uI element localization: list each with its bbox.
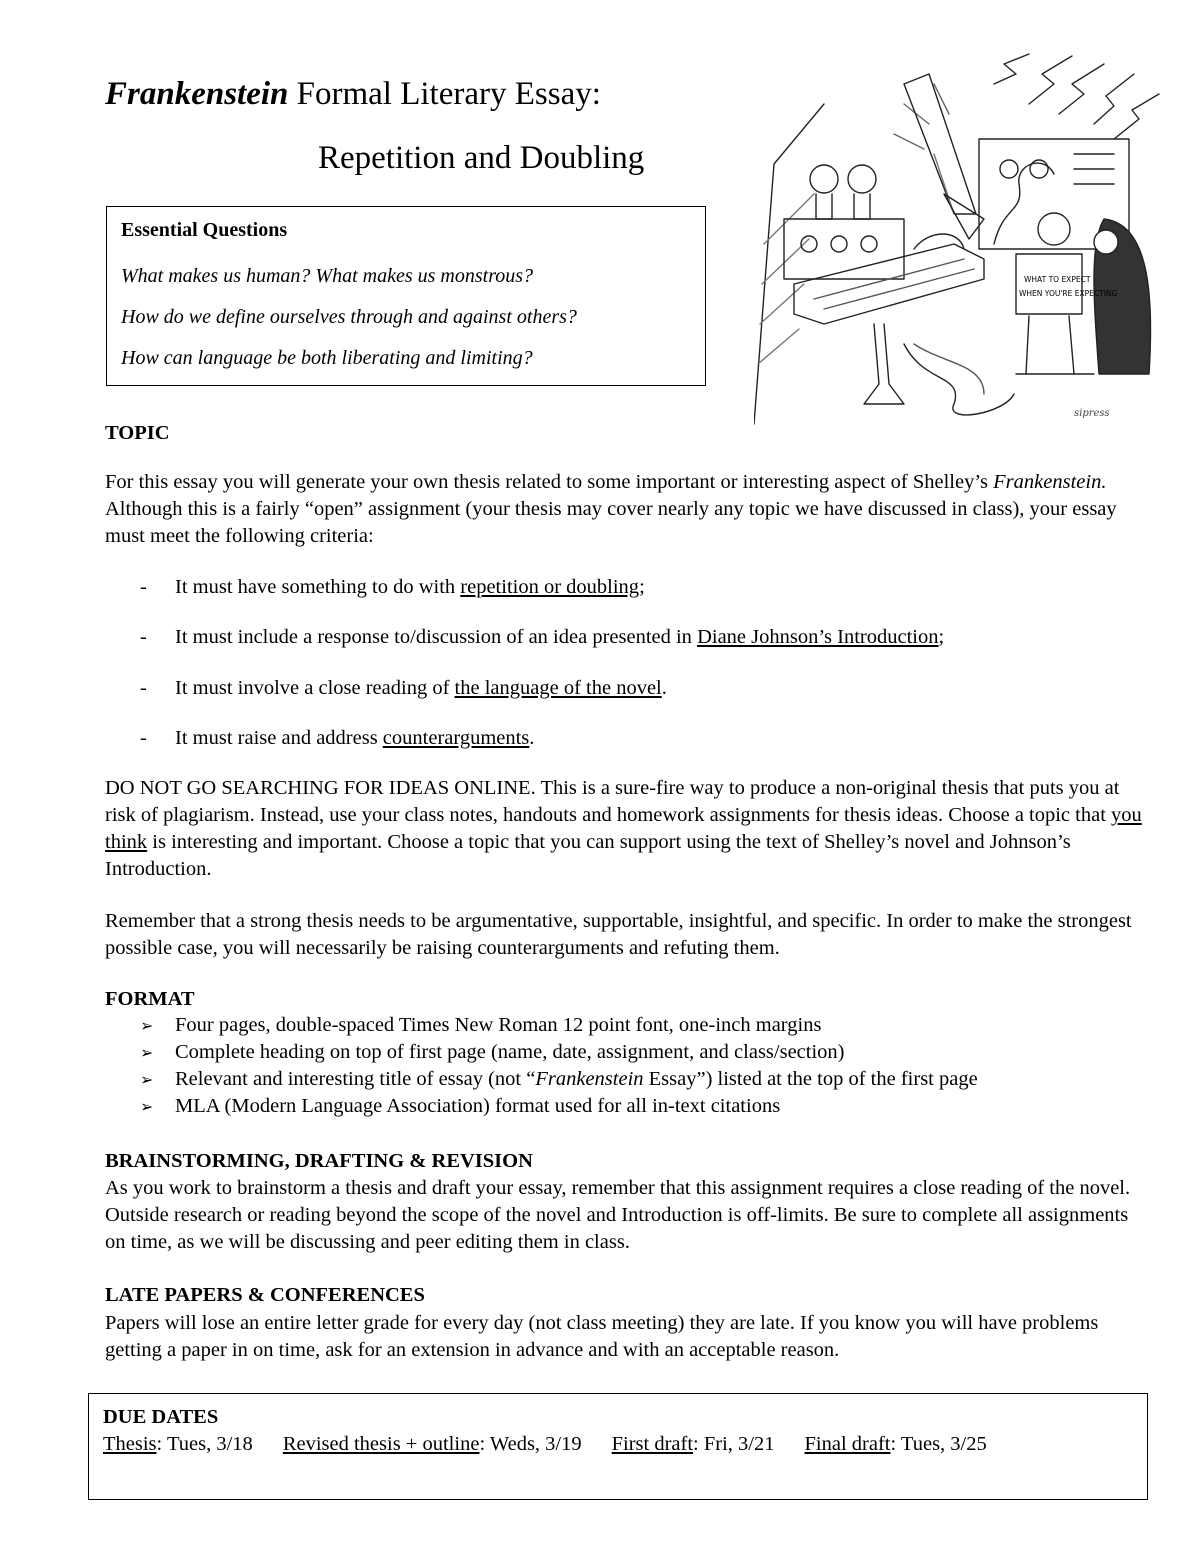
format-item-text: MLA (Modern Language Association) format used for all in-text citations xyxy=(175,1095,781,1117)
newspaper-text: WHAT TO EXPECT xyxy=(1024,275,1091,284)
due-date-label: Revised thesis + outline xyxy=(282,1433,480,1455)
topic-book-title: Frankenstein. xyxy=(993,471,1107,493)
due-date-label: First draft xyxy=(611,1433,694,1455)
paragraph-underlined: you think xyxy=(105,804,1142,853)
brainstorming-heading: BRAINSTORMING, DRAFTING & REVISION xyxy=(105,1150,533,1172)
criteria-underlined: Diane Johnson’s Introduction xyxy=(697,626,939,648)
topic-text: For this essay you will generate your own thesis related to some important or interesting aspect of Shelley’s xyxy=(105,471,989,493)
dash-bullet: - xyxy=(140,576,147,598)
criteria-item xyxy=(140,574,645,601)
format-item xyxy=(140,1066,978,1093)
page-subtitle: Repetition and Doubling xyxy=(318,140,645,176)
arrow-bullet-icon: ➢ xyxy=(140,1070,154,1089)
due-dates-heading: DUE DATES xyxy=(103,1406,219,1428)
topic-heading: TOPIC xyxy=(105,422,170,444)
due-date-item xyxy=(283,1431,582,1458)
essential-question: How can language be both liberating and limiting? xyxy=(121,347,533,369)
criteria-item xyxy=(140,675,667,702)
due-date-value: : Weds, 3/19 xyxy=(479,1433,582,1455)
format-item-text: Relevant and interesting title of essay (not “ xyxy=(175,1068,536,1090)
criteria-text: . xyxy=(529,727,535,749)
format-item-text: Complete heading on top of first page (name, date, assignment, and class/section) xyxy=(175,1041,845,1063)
due-date-value: : Fri, 3/21 xyxy=(693,1433,775,1455)
cartoon-illustration xyxy=(754,44,1164,426)
late-papers-heading: LATE PAPERS & CONFERENCES xyxy=(105,1284,425,1306)
dash-bullet: - xyxy=(140,677,147,699)
essential-questions-box xyxy=(106,206,706,386)
due-date-item xyxy=(612,1431,775,1458)
dash-bullet: - xyxy=(140,626,147,648)
topic-text: Although this is a fairly “open” assignment (your thesis may cover nearly any topic we have discussed in class), your essay must meet the following criteria: xyxy=(105,498,1117,547)
arrow-bullet-icon: ➢ xyxy=(140,1016,154,1035)
essential-question: How do we define ourselves through and against others? xyxy=(121,306,577,328)
arrow-bullet-icon: ➢ xyxy=(140,1043,154,1062)
due-dates-box xyxy=(88,1393,1148,1500)
criteria-text: It must raise and address xyxy=(175,727,383,749)
format-item-italic: Frankenstein xyxy=(535,1068,644,1090)
due-date-value: : Tues, 3/25 xyxy=(890,1433,987,1455)
dash-bullet: - xyxy=(140,727,147,749)
criteria-item xyxy=(140,624,944,651)
title-italic: Frankenstein xyxy=(105,76,289,112)
page-title xyxy=(105,72,601,116)
format-item xyxy=(140,1012,978,1039)
due-date-label: Thesis xyxy=(103,1433,157,1455)
criteria-underlined: the language of the novel xyxy=(454,677,662,699)
cartoon-signature: sipress xyxy=(1074,408,1110,419)
criteria-text: ; xyxy=(639,576,645,598)
due-dates-row xyxy=(103,1431,1133,1458)
format-list xyxy=(140,1012,978,1120)
essential-question: What makes us human? What makes us monstrous? xyxy=(121,265,534,287)
paragraph-text: DO NOT GO SEARCHING FOR IDEAS ONLINE. This is a sure-fire way to produce a non-original thesis that puts you at risk of plagiarism. Instead, use your class notes, handouts and homework assignments for thesis ideas. Choose a topic that xyxy=(105,777,1120,826)
criteria-item xyxy=(140,725,534,752)
due-date-label: Final draft xyxy=(804,1433,891,1455)
criteria-text: ; xyxy=(938,626,945,648)
brainstorming-paragraph: As you work to brainstorm a thesis and draft your essay, remember that this assignment requires a close reading of the novel. Outside research or reading beyond the scope of the novel and Introduction is off-limits. Be sure to complete all assignments on time, as we will be discussing and peer editing them in class. xyxy=(105,1177,1131,1253)
arrow-bullet-icon: ➢ xyxy=(140,1097,154,1116)
due-date-item xyxy=(103,1431,253,1458)
criteria-text: . xyxy=(661,677,667,699)
topic-paragraph xyxy=(105,469,1145,550)
due-date-value: : Tues, 3/18 xyxy=(156,1433,253,1455)
format-heading: FORMAT xyxy=(105,988,195,1010)
online-warning-paragraph xyxy=(105,775,1145,883)
criteria-underlined: repetition or doubling xyxy=(460,576,640,598)
late-papers-paragraph: Papers will lose an entire letter grade for every day (not class meeting) they are late. If you know you will have problems getting a paper in on time, ask for an extension in advance and with an acceptable reason. xyxy=(105,1312,1099,1361)
title-rest: Formal Literary Essay: xyxy=(288,76,601,112)
format-item-text: Essay”) listed at the top of the first page xyxy=(643,1068,978,1090)
format-item xyxy=(140,1039,978,1066)
criteria-text: It must include a response to/discussion of an idea presented in xyxy=(175,626,698,648)
criteria-underlined: counterarguments xyxy=(382,727,530,749)
thesis-reminder-paragraph: Remember that a strong thesis needs to be argumentative, supportable, insightful, and specific. In order to make the strongest possible case, you will necessarily be raising counterarguments and refuting them. xyxy=(105,910,1132,959)
format-item xyxy=(140,1093,978,1120)
paragraph-text: is interesting and important. Choose a topic that you can support using the text of Shelley’s novel and Johnson’s Introduction. xyxy=(105,831,1071,880)
essential-questions-heading: Essential Questions xyxy=(121,219,288,241)
criteria-text: It must involve a close reading of xyxy=(175,677,455,699)
criteria-text: It must have something to do with xyxy=(175,576,461,598)
newspaper-text: WHEN YOU'RE EXPECTING xyxy=(1019,289,1118,298)
due-date-item xyxy=(805,1431,987,1458)
format-item-text: Four pages, double-spaced Times New Roman 12 point font, one-inch margins xyxy=(175,1014,822,1036)
